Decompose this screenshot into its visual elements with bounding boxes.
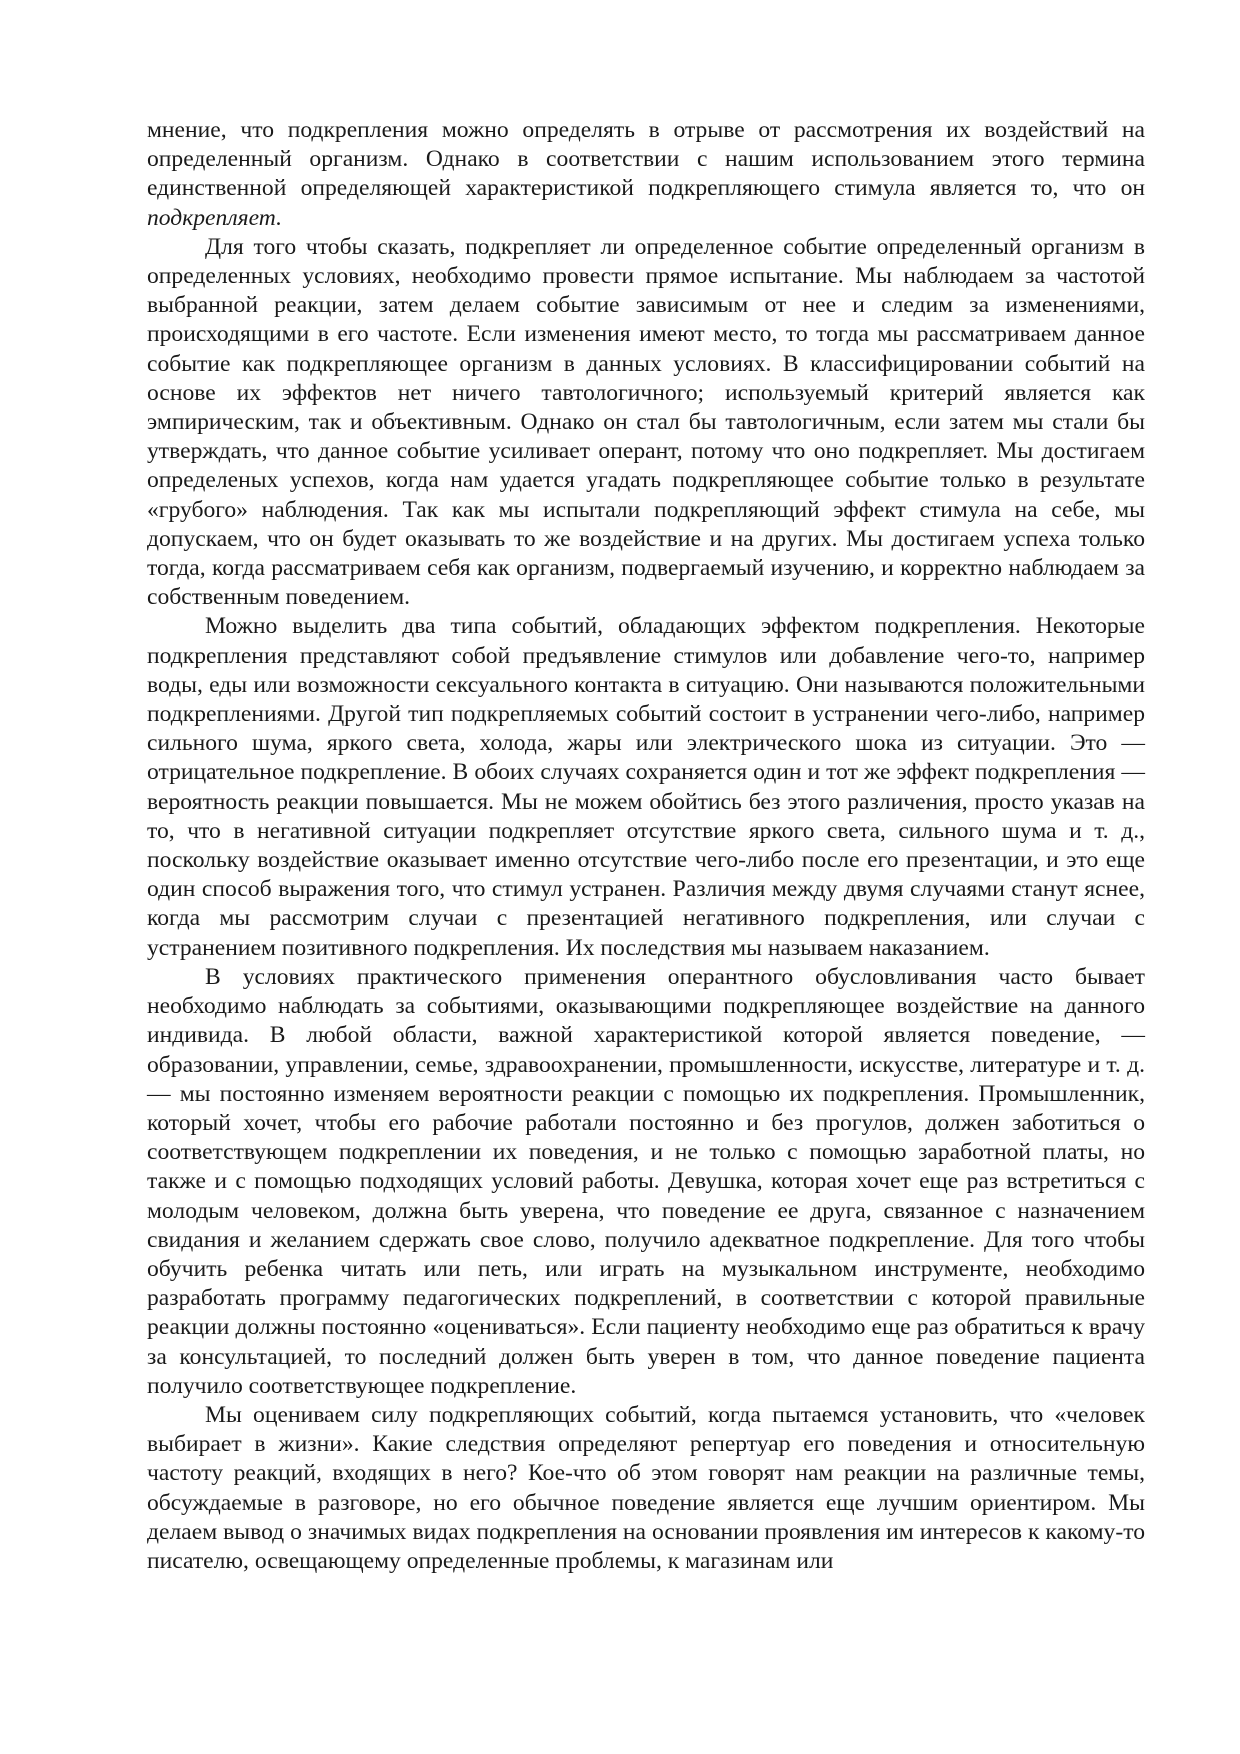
paragraph-1	[147, 116, 1145, 233]
paragraph-4: В условиях практического применения оперантного обусловливания часто бывает необходимо наблюдать за событиями, оказывающими подкрепляющее воздействие на данного индивида. В любой области, важной характеристикой которой является поведение, — образовании, управлении, семье, здравоохранении, промышленности, искусстве, литературе и т. д. — мы постоянно изменяем вероятности реакции с помощью их подкрепления. Промышленник, который хочет, чтобы его рабочие работали постоянно и без прогулов, должен заботиться о соответствующем подкреплении их поведения, и не только с помощью заработной платы, но также и с помощью подходящих условий работы. Девушка, которая хочет еще раз встретиться с молодым человеком, должна быть уверена, что поведение ее друга, связанное с назначением свидания и желанием сдержать свое слово, получило адекватное подкрепление. Для того чтобы обучить ребенка читать или петь, или играть на музыкальном инструменте, необходимо разработать программу педагогических подкреплений, в соответствии с которой правильные реакции должны постоянно «оцениваться». Если пациенту необходимо еще раз обратиться к врачу за консультацией, то последний должен быть уверен в том, что данное поведение пациента получило соответствующее подкрепление.	[147, 963, 1145, 1399]
paragraph-2: Для того чтобы сказать, подкрепляет ли определенное событие определенный организм в определенных условиях, необходимо провести прямое испытание. Мы наблюдаем за частотой выбранной реакции, затем делаем событие зависимым от нее и следим за изменениями, происходящими в его частоте. Если изменения имеют место, то тогда мы рассматриваем данное событие как подкрепляющее организм в данных условиях. В классифицировании событий на основе их эффектов нет ничего тавтологичного; используемый критерий является как эмпирическим, так и объективным. Однако он стал бы тавтологичным, если затем мы стали бы утверждать, что данное событие усиливает оперант, потому что оно подкрепляет. Мы достигаем определеных успехов, когда нам удается угадать подкрепляющее событие только в результате «грубого» наблюдения. Так как мы испытали подкрепляющий эффект стимула на себе, мы допускаем, что он будет оказывать то же воздействие и на других. Мы достигаем успеха только тогда, когда рассматриваем себя как организм, подвергаемый изучению, и корректно наблюдаем за собственным поведением.	[147, 233, 1145, 611]
document-page	[147, 116, 1145, 1576]
paragraph-1-italic-word: подкрепляет.	[147, 204, 282, 231]
paragraph-5: Мы оцениваем силу подкрепляющих событий, когда пытаемся установить, что «человек выбирает в жизни». Какие следствия определяют репертуар его поведения и относительную частоту реакций, входящих в него? Кое-что об этом говорят нам реакции на различные темы, обсуждаемые в разговоре, но его обычное поведение является еще лучшим ориентиром. Мы делаем вывод о значимых видах подкрепления на основании проявления им интересов к какому-то писателю, освещающему определенные проблемы, к магазинам или	[147, 1401, 1145, 1574]
paragraph-3: Можно выделить два типа событий, обладающих эффектом подкрепления. Некоторые подкрепления представляют собой предъявление стимулов или добавление чего-то, например воды, еды или возможности сексуального контакта в ситуацию. Они называются положительными подкреплениями. Другой тип подкрепляемых событий состоит в устранении чего-либо, например сильного шума, яркого света, холода, жары или электрического шока из ситуации. Это — отрицательное подкрепление. В обоих случаях сохраняется один и тот же эффект подкрепления — вероятность реакции повышается. Мы не можем обойтись без этого различения, просто указав на то, что в негативной ситуации подкрепляет отсутствие яркого света, сильного шума и т. д., поскольку воздействие оказывает именно отсутствие чего-либо после его презентации, и это еще один способ выражения того, что стимул устранен. Различия между двумя случаями станут яснее, когда мы рассмотрим случаи с презентацией негативного подкрепления, или случаи с устранением позитивного подкрепления. Их последствия мы называем наказанием.	[147, 613, 1145, 961]
paragraph-1-text: мнение, что подкрепления можно определять в отрыве от рассмотрения их воздействий на определенный организм. Однако в соответствии с нашим использованием этого термина единственной определяющей характеристикой подкрепляющего стимула является то, что он	[147, 117, 1145, 202]
